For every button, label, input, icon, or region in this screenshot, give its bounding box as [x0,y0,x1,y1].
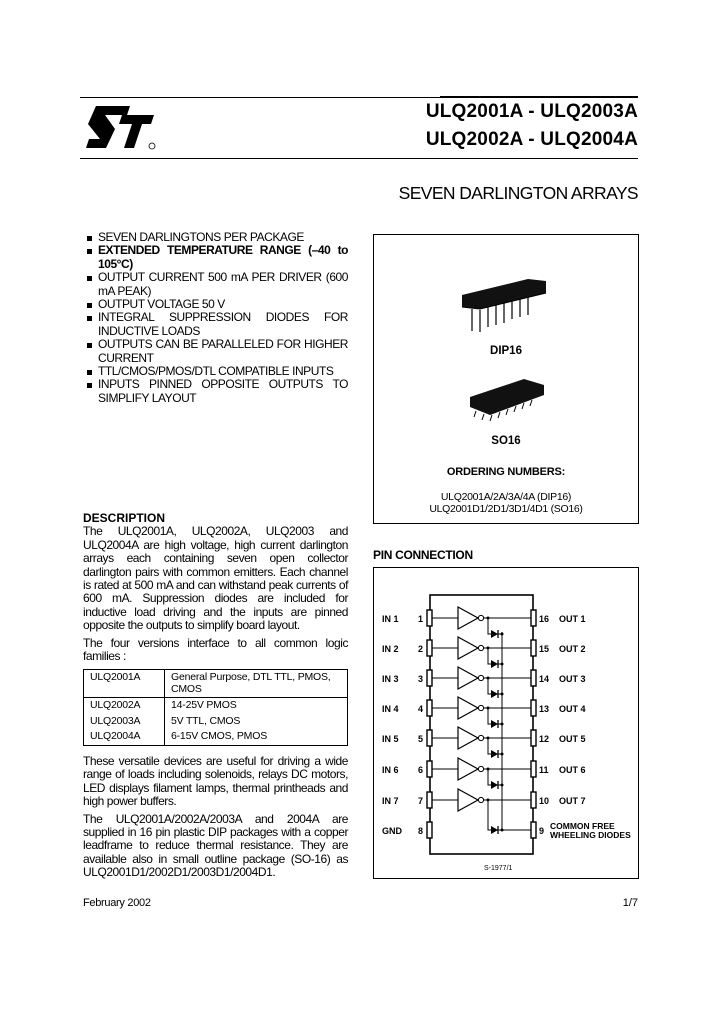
junction-dot [501,663,504,666]
diode-wire [488,648,502,664]
table-row [84,698,348,714]
pin-connection-diagram [374,568,638,878]
pin-right-number: 9 [539,826,545,836]
bullet-icon [87,236,92,241]
so16-label: SO16 [491,435,521,447]
diode-icon [491,720,498,728]
table-cell-part: ULQ2002A [84,698,165,714]
pin-left-7 [427,792,432,808]
pin-right-label: OUT 3 [559,674,586,684]
pin-left-4 [427,700,432,716]
inverter-bubble [478,615,483,620]
pin-right-label: OUT 5 [559,734,586,744]
pin-right-2 [531,640,536,656]
bullet-icon [87,249,92,254]
pin-left-1 [427,610,432,626]
pin-right-7 [531,792,536,808]
diode-wire [488,618,502,634]
feature-item [83,298,348,311]
inverter-bubble [478,766,483,771]
title-line-2: ULQ2002A - ULQ2004A [425,129,638,150]
inverter-bubble [478,797,483,802]
pin-connection-box [373,567,639,879]
pin-left-number: 6 [417,765,423,775]
pin-left-label: IN 7 [382,796,399,806]
description-heading: DESCRIPTION [83,511,166,525]
feature-text: INTEGRAL SUPPRESSION DIODES FOR INDUCTIVE LOADS [98,310,348,338]
so16-package-image [466,375,551,425]
pin-left-label: IN 5 [382,734,399,744]
versions-table [83,669,348,746]
header-top-rule-thick [440,96,638,98]
diode-wire [488,708,502,724]
pin-left-number: 7 [417,796,423,806]
inverter-bubble [478,645,483,650]
pin-right-label: OUT 4 [559,704,586,714]
footer-page-number: 1/7 [622,897,638,909]
ordering-numbers-title: ORDERING NUMBERS: [446,466,566,478]
inverter-icon [458,789,478,811]
pin-right-5 [531,730,536,746]
feature-list [83,231,348,405]
bullet-icon [87,343,92,348]
table-row [84,714,348,730]
diode-wire [488,678,502,694]
pin-right-1 [531,610,536,626]
pin-right-label: OUT 7 [559,796,586,806]
inverter-bubble [478,705,483,710]
title-line-1: ULQ2001A - ULQ2003A [425,101,638,122]
junction-dot [501,723,504,726]
pin-right-label: OUT 1 [559,614,586,624]
pin-left-2 [427,640,432,656]
diode-icon [491,660,498,668]
diode-icon [491,826,498,834]
feature-item [83,244,348,271]
header-bottom-rule [80,158,638,159]
pin-left-number: 2 [417,644,423,654]
pin-left-8 [427,822,432,838]
table-cell-desc: 5V TTL, CMOS [165,714,348,730]
pin-left-number: 5 [417,734,423,744]
feature-item [83,378,348,405]
feature-text: INPUTS PINNED OPPOSITE OUTPUTS TO SIMPLIFY LAYOUT [98,377,348,405]
bullet-icon [87,303,92,308]
pin-right-label-2: WHEELING DIODES [550,830,631,840]
pin-right-4 [531,700,536,716]
table-cell-part: ULQ2001A [84,670,165,698]
bullet-icon [87,276,92,281]
ordering-so: ULQ2001D1/2D1/3D1/4D1 (SO16) [429,503,583,515]
bullet-icon [87,383,92,388]
st-logo [84,104,159,152]
subtitle: SEVEN DARLINGTON ARRAYS [398,183,638,203]
table-cell-part: ULQ2003A [84,714,165,730]
diode-icon [491,690,498,698]
description-para-3: These versatile devices are useful for driving a wide range of loads including solenoids, relays DC motors, LED displays filament lamps, thermal printheads and high power buffers. [83,753,348,809]
pin-right-number: 12 [539,734,550,744]
pin-left-label: IN 6 [382,765,399,775]
diode-icon [491,781,498,789]
dip16-package-image [458,275,558,335]
bullet-icon [87,370,92,375]
pin-left-number: 3 [417,674,423,684]
pin-left-3 [427,670,432,686]
pin-right-label: OUT 6 [559,765,586,775]
inverter-icon [458,667,478,689]
diode-icon [491,750,498,758]
diode-wire [488,769,502,785]
pin-right-number: 14 [539,674,550,684]
pin-right-number: 11 [539,765,549,775]
diode-icon [491,630,498,638]
feature-text: OUTPUTS CAN BE PARALLELED FOR HIGHER CURRENT [98,337,348,365]
package-box [373,234,639,524]
feature-text: TTL/CMOS/PMOS/DTL COMPATIBLE INPUTS [98,364,334,379]
feature-text: SEVEN DARLINGTONS PER PACKAGE [98,230,304,244]
diode-wire [488,800,502,830]
pin-left-number: 8 [417,826,423,836]
pin-left-5 [427,730,432,746]
feature-item [83,338,348,365]
ic-body [430,595,533,854]
pin-connection-heading: PIN CONNECTION [373,548,473,562]
table-row [84,729,348,745]
pin-left-number: 1 [417,614,423,624]
pin-left-6 [427,761,432,777]
junction-dot [501,784,504,787]
inverter-bubble [478,675,483,680]
figure-code: S-1977/1 [484,865,513,872]
description-section [83,512,348,884]
description-para-1: The ULQ2001A, ULQ2002A, ULQ2003 and ULQ2004A are high voltage, high current darlington arrays each containing seven open collector darlington pairs with common emitters. Each channel is rated at 500 mA and can withstand peak currents of 600 mA. Suppression diodes are included for inductive load driving and the inputs are pinned opposite the outputs to simplify board layout. [83,524,348,633]
pin-right-label: OUT 2 [559,644,586,654]
pin-left-label: IN 2 [382,644,399,654]
pin-left-number: 4 [417,704,423,714]
footer-date: February 2002 [83,897,151,909]
feature-text: EXTENDED TEMPERATURE RANGE (–40 to 105°C) [98,243,348,271]
pin-left-label: GND [382,826,402,836]
inverter-icon [458,727,478,749]
pin-right-number: 16 [539,614,550,624]
inverter-icon [458,637,478,659]
pin-right-label: COMMON FREE [550,821,615,831]
feature-item [83,365,348,378]
feature-item [83,271,348,298]
pin-left-label: IN 3 [382,674,399,684]
pin-left-label: IN 1 [382,614,399,624]
feature-text: OUTPUT CURRENT 500 mA PER DRIVER (600 mA PEAK) [98,270,348,298]
junction-dot [501,753,504,756]
description-para-2: The four versions interface to all common logic families : [83,635,348,664]
diode-wire [488,738,502,754]
inverter-icon [458,758,478,780]
inverter-icon [458,607,478,629]
table-cell-part: ULQ2004A [84,729,165,745]
pin-right-number: 10 [539,796,550,806]
table-cell-desc: General Purpose, DTL TTL, PMOS, CMOS [165,670,348,698]
table-cell-desc: 14-25V PMOS [165,698,348,714]
inverter-bubble [478,735,483,740]
table-row [84,670,348,698]
description-para-4: The ULQ2001A/2002A/2003A and 2004A are supplied in 16 pin plastic DIP packages with a copper leadframe to reduce thermal resistance. They are available also in small outline package (SO-16) as ULQ2001D1/2002D1/2003D1/2004D1. [83,811,348,880]
junction-dot [501,633,504,636]
pin-left-label: IN 4 [382,704,399,714]
feature-text: OUTPUT VOLTAGE 50 V [98,297,225,312]
dip16-label: DIP16 [490,345,522,357]
pin-right-number: 13 [539,704,550,714]
junction-dot [501,693,504,696]
bullet-icon [87,316,92,321]
feature-item [83,231,348,244]
pin-right-6 [531,761,536,777]
inverter-icon [458,697,478,719]
feature-item [83,311,348,338]
table-cell-desc: 6-15V CMOS, PMOS [165,729,348,745]
pin-right-3 [531,670,536,686]
pin-right-8 [531,822,536,838]
ordering-dip: ULQ2001A/2A/3A/4A (DIP16) [440,491,572,503]
pin-right-number: 15 [539,644,550,654]
